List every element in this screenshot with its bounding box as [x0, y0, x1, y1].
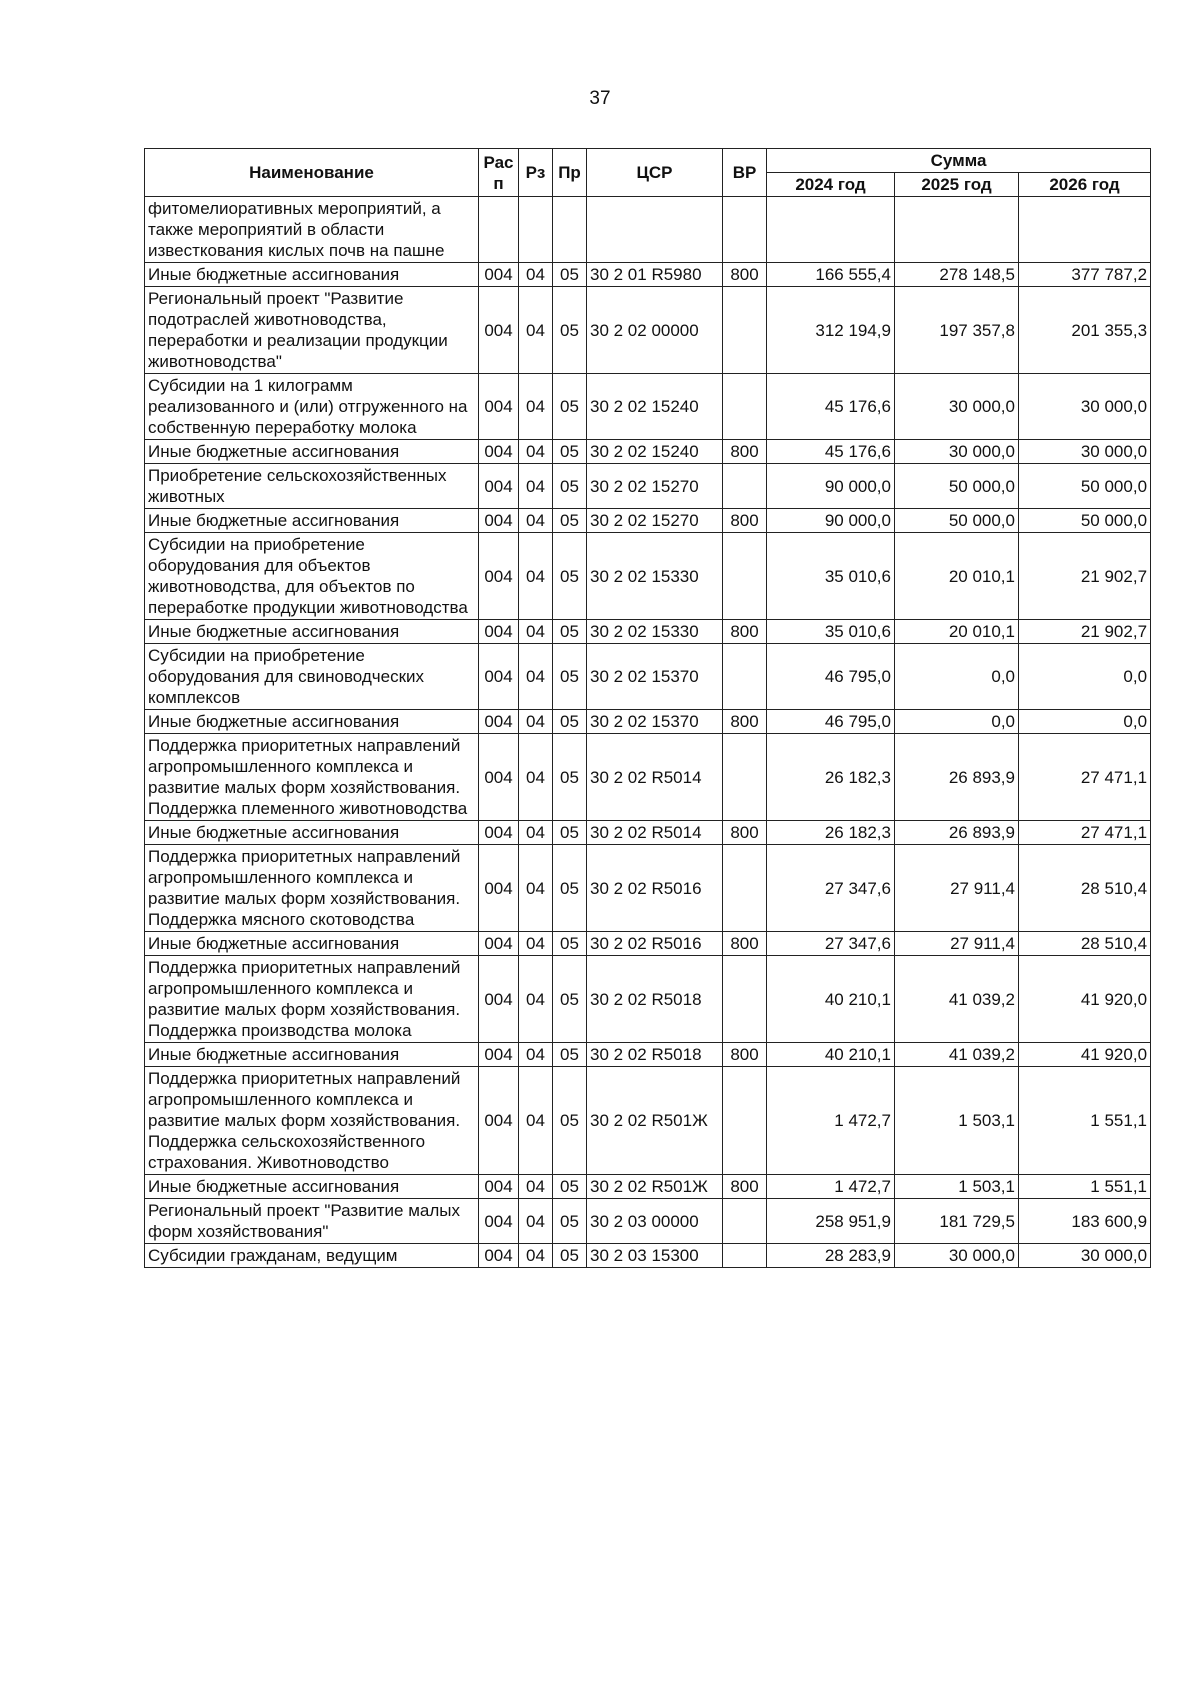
table-row [145, 533, 1151, 620]
cell-vr [723, 1244, 767, 1268]
cell-pr: 05 [553, 374, 587, 440]
cell-2026: 377 787,2 [1019, 263, 1151, 287]
cell-2024: 26 182,3 [767, 734, 895, 821]
cell-name: Субсидии на приобретение оборудования для объектов животноводства, для объектов по переработке продукции животноводства [145, 533, 479, 620]
cell-rz: 04 [519, 263, 553, 287]
cell-pr: 05 [553, 1043, 587, 1067]
cell-csr: 30 2 02 R5018 [587, 1043, 723, 1067]
cell-2025: 181 729,5 [895, 1199, 1019, 1244]
header-2025: 2025 год [895, 173, 1019, 197]
cell-2026: 183 600,9 [1019, 1199, 1151, 1244]
header-rz: Рз [519, 149, 553, 197]
cell-csr: 30 2 02 15370 [587, 710, 723, 734]
header-name: Наименование [145, 149, 479, 197]
table-row [145, 287, 1151, 374]
cell-csr: 30 2 02 R5014 [587, 821, 723, 845]
cell-name: Поддержка приоритетных направлений агропромышленного комплекса и развитие малых форм хозяйствования. Поддержка сельскохозяйственного страхования. Животноводство [145, 1067, 479, 1175]
table-row [145, 644, 1151, 710]
cell-csr: 30 2 01 R5980 [587, 263, 723, 287]
header-rasp-line2: п [493, 173, 504, 193]
table-row [145, 932, 1151, 956]
cell-rz: 04 [519, 440, 553, 464]
cell-2025: 41 039,2 [895, 1043, 1019, 1067]
cell-name: Субсидии гражданам, ведущим [145, 1244, 479, 1268]
cell-rz: 04 [519, 620, 553, 644]
cell-rz [519, 197, 553, 263]
table-row [145, 710, 1151, 734]
cell-csr: 30 2 02 R5016 [587, 845, 723, 932]
cell-2026: 28 510,4 [1019, 845, 1151, 932]
cell-2025: 41 039,2 [895, 956, 1019, 1043]
cell-2024: 27 347,6 [767, 932, 895, 956]
table-row [145, 1199, 1151, 1244]
cell-2026 [1019, 197, 1151, 263]
cell-2024: 27 347,6 [767, 845, 895, 932]
table-row [145, 509, 1151, 533]
cell-rasp: 004 [479, 287, 519, 374]
cell-rz: 04 [519, 1067, 553, 1175]
cell-name: Субсидии на приобретение оборудования для свиноводческих комплексов [145, 644, 479, 710]
cell-pr: 05 [553, 464, 587, 509]
cell-2025: 26 893,9 [895, 821, 1019, 845]
cell-pr: 05 [553, 1175, 587, 1199]
cell-2024: 1 472,7 [767, 1175, 895, 1199]
cell-pr: 05 [553, 287, 587, 374]
cell-rz: 04 [519, 644, 553, 710]
table-row [145, 1067, 1151, 1175]
cell-2024: 45 176,6 [767, 374, 895, 440]
cell-rasp: 004 [479, 440, 519, 464]
cell-2024: 26 182,3 [767, 821, 895, 845]
cell-rasp: 004 [479, 1175, 519, 1199]
cell-2025: 0,0 [895, 710, 1019, 734]
cell-rasp: 004 [479, 464, 519, 509]
cell-2025: 30 000,0 [895, 440, 1019, 464]
cell-rasp: 004 [479, 509, 519, 533]
cell-name: Поддержка приоритетных направлений агропромышленного комплекса и развитие малых форм хозяйствования. Поддержка производства молока [145, 956, 479, 1043]
table-row [145, 263, 1151, 287]
cell-name: фитомелиоративных мероприятий, а также мероприятий в области известкования кислых почв на пашне [145, 197, 479, 263]
table-row [145, 374, 1151, 440]
cell-2024: 90 000,0 [767, 464, 895, 509]
cell-rasp: 004 [479, 374, 519, 440]
cell-2024: 312 194,9 [767, 287, 895, 374]
cell-pr: 05 [553, 1199, 587, 1244]
cell-csr: 30 2 03 15300 [587, 1244, 723, 1268]
cell-csr: 30 2 02 15270 [587, 509, 723, 533]
table-row [145, 620, 1151, 644]
cell-pr: 05 [553, 533, 587, 620]
cell-rz: 04 [519, 533, 553, 620]
cell-2024: 40 210,1 [767, 956, 895, 1043]
cell-rz: 04 [519, 287, 553, 374]
cell-pr: 05 [553, 1067, 587, 1175]
cell-2025: 30 000,0 [895, 1244, 1019, 1268]
table-row [145, 197, 1151, 263]
cell-2025: 197 357,8 [895, 287, 1019, 374]
cell-rasp: 004 [479, 1244, 519, 1268]
cell-csr: 30 2 02 15240 [587, 440, 723, 464]
cell-csr: 30 2 02 15330 [587, 533, 723, 620]
cell-vr [723, 374, 767, 440]
cell-vr: 800 [723, 821, 767, 845]
cell-2024: 28 283,9 [767, 1244, 895, 1268]
table-row [145, 956, 1151, 1043]
cell-rz: 04 [519, 1199, 553, 1244]
cell-2026: 30 000,0 [1019, 440, 1151, 464]
cell-pr: 05 [553, 1244, 587, 1268]
cell-2025: 30 000,0 [895, 374, 1019, 440]
cell-rz: 04 [519, 710, 553, 734]
cell-vr [723, 464, 767, 509]
cell-name: Поддержка приоритетных направлений агропромышленного комплекса и развитие малых форм хозяйствования. Поддержка мясного скотоводства [145, 845, 479, 932]
cell-vr [723, 734, 767, 821]
cell-2026: 21 902,7 [1019, 620, 1151, 644]
cell-2026: 41 920,0 [1019, 956, 1151, 1043]
cell-rasp: 004 [479, 956, 519, 1043]
cell-vr [723, 845, 767, 932]
cell-vr: 800 [723, 440, 767, 464]
cell-rasp: 004 [479, 263, 519, 287]
cell-rasp: 004 [479, 533, 519, 620]
cell-name: Иные бюджетные ассигнования [145, 821, 479, 845]
cell-pr: 05 [553, 956, 587, 1043]
cell-2024: 46 795,0 [767, 710, 895, 734]
cell-pr: 05 [553, 620, 587, 644]
header-2026: 2026 год [1019, 173, 1151, 197]
cell-2024: 90 000,0 [767, 509, 895, 533]
cell-vr: 800 [723, 1175, 767, 1199]
cell-2024 [767, 197, 895, 263]
cell-csr: 30 2 02 15330 [587, 620, 723, 644]
cell-csr: 30 2 02 R5018 [587, 956, 723, 1043]
cell-rz: 04 [519, 464, 553, 509]
cell-2026: 27 471,1 [1019, 734, 1151, 821]
cell-vr [723, 287, 767, 374]
cell-rz: 04 [519, 1244, 553, 1268]
cell-2025: 50 000,0 [895, 464, 1019, 509]
cell-rasp: 004 [479, 710, 519, 734]
cell-vr: 800 [723, 263, 767, 287]
cell-vr: 800 [723, 620, 767, 644]
cell-rz: 04 [519, 956, 553, 1043]
cell-2026: 50 000,0 [1019, 464, 1151, 509]
header-rasp [479, 149, 519, 197]
cell-rz: 04 [519, 374, 553, 440]
table-header [145, 149, 1151, 197]
cell-2025: 278 148,5 [895, 263, 1019, 287]
cell-2026: 41 920,0 [1019, 1043, 1151, 1067]
header-pr: Пр [553, 149, 587, 197]
cell-pr: 05 [553, 710, 587, 734]
table-body [145, 197, 1151, 1268]
cell-pr: 05 [553, 821, 587, 845]
budget-table [144, 148, 1151, 1268]
cell-pr: 05 [553, 440, 587, 464]
cell-csr: 30 2 02 R501Ж [587, 1067, 723, 1175]
cell-2024: 45 176,6 [767, 440, 895, 464]
cell-csr [587, 197, 723, 263]
cell-name: Иные бюджетные ассигнования [145, 263, 479, 287]
cell-2025: 20 010,1 [895, 620, 1019, 644]
cell-name: Иные бюджетные ассигнования [145, 1175, 479, 1199]
cell-2025: 26 893,9 [895, 734, 1019, 821]
cell-name: Приобретение сельскохозяйственных животных [145, 464, 479, 509]
cell-rasp [479, 197, 519, 263]
cell-name: Иные бюджетные ассигнования [145, 509, 479, 533]
cell-rz: 04 [519, 821, 553, 845]
table-row [145, 845, 1151, 932]
cell-csr: 30 2 02 15370 [587, 644, 723, 710]
cell-vr [723, 197, 767, 263]
cell-rasp: 004 [479, 1043, 519, 1067]
cell-2026: 0,0 [1019, 710, 1151, 734]
cell-rasp: 004 [479, 1067, 519, 1175]
cell-2024: 46 795,0 [767, 644, 895, 710]
cell-csr: 30 2 02 00000 [587, 287, 723, 374]
cell-2026: 1 551,1 [1019, 1067, 1151, 1175]
cell-vr [723, 533, 767, 620]
cell-name: Иные бюджетные ассигнования [145, 932, 479, 956]
cell-2026: 50 000,0 [1019, 509, 1151, 533]
cell-2026: 1 551,1 [1019, 1175, 1151, 1199]
cell-2026: 28 510,4 [1019, 932, 1151, 956]
cell-name: Поддержка приоритетных направлений агропромышленного комплекса и развитие малых форм хозяйствования. Поддержка племенного животноводства [145, 734, 479, 821]
cell-name: Региональный проект "Развитие подотраслей животноводства, переработки и реализации продукции животноводства" [145, 287, 479, 374]
cell-pr: 05 [553, 845, 587, 932]
cell-csr: 30 2 03 00000 [587, 1199, 723, 1244]
cell-pr: 05 [553, 932, 587, 956]
cell-2025: 1 503,1 [895, 1067, 1019, 1175]
cell-csr: 30 2 02 15270 [587, 464, 723, 509]
cell-name: Субсидии на 1 килограмм реализованного и (или) отгруженного на собственную переработку молока [145, 374, 479, 440]
cell-name: Региональный проект "Развитие малых форм хозяйствования" [145, 1199, 479, 1244]
cell-rasp: 004 [479, 620, 519, 644]
cell-vr [723, 1199, 767, 1244]
cell-name: Иные бюджетные ассигнования [145, 620, 479, 644]
cell-2024: 35 010,6 [767, 620, 895, 644]
cell-rasp: 004 [479, 932, 519, 956]
cell-csr: 30 2 02 R5016 [587, 932, 723, 956]
header-2024: 2024 год [767, 173, 895, 197]
cell-2025 [895, 197, 1019, 263]
cell-2025: 27 911,4 [895, 932, 1019, 956]
table-row [145, 821, 1151, 845]
cell-pr: 05 [553, 509, 587, 533]
page-number: 37 [589, 88, 611, 109]
cell-2024: 35 010,6 [767, 533, 895, 620]
cell-rasp: 004 [479, 644, 519, 710]
cell-rz: 04 [519, 932, 553, 956]
cell-vr [723, 1067, 767, 1175]
header-csr: ЦСР [587, 149, 723, 197]
header-summa: Сумма [767, 149, 1151, 173]
cell-2025: 1 503,1 [895, 1175, 1019, 1199]
cell-csr: 30 2 02 R5014 [587, 734, 723, 821]
cell-csr: 30 2 02 R501Ж [587, 1175, 723, 1199]
cell-2026: 201 355,3 [1019, 287, 1151, 374]
cell-rz: 04 [519, 1043, 553, 1067]
cell-2024: 166 555,4 [767, 263, 895, 287]
header-vr: ВР [723, 149, 767, 197]
cell-2025: 50 000,0 [895, 509, 1019, 533]
cell-vr [723, 956, 767, 1043]
cell-rz: 04 [519, 734, 553, 821]
cell-2025: 27 911,4 [895, 845, 1019, 932]
cell-name: Иные бюджетные ассигнования [145, 440, 479, 464]
cell-2024: 40 210,1 [767, 1043, 895, 1067]
table-row [145, 1244, 1151, 1268]
cell-rz: 04 [519, 1175, 553, 1199]
cell-rasp: 004 [479, 821, 519, 845]
cell-2026: 21 902,7 [1019, 533, 1151, 620]
cell-2025: 0,0 [895, 644, 1019, 710]
cell-2026: 27 471,1 [1019, 821, 1151, 845]
cell-vr: 800 [723, 1043, 767, 1067]
table-row [145, 1175, 1151, 1199]
cell-2026: 0,0 [1019, 644, 1151, 710]
table-row [145, 440, 1151, 464]
cell-vr: 800 [723, 932, 767, 956]
cell-vr [723, 644, 767, 710]
cell-pr [553, 197, 587, 263]
cell-csr: 30 2 02 15240 [587, 374, 723, 440]
cell-2024: 1 472,7 [767, 1067, 895, 1175]
cell-rz: 04 [519, 845, 553, 932]
cell-vr: 800 [723, 710, 767, 734]
cell-vr: 800 [723, 509, 767, 533]
cell-2024: 258 951,9 [767, 1199, 895, 1244]
cell-rasp: 004 [479, 845, 519, 932]
table-row [145, 464, 1151, 509]
cell-pr: 05 [553, 263, 587, 287]
cell-2025: 20 010,1 [895, 533, 1019, 620]
cell-2026: 30 000,0 [1019, 374, 1151, 440]
cell-rasp: 004 [479, 1199, 519, 1244]
cell-name: Иные бюджетные ассигнования [145, 710, 479, 734]
table-row [145, 1043, 1151, 1067]
cell-name: Иные бюджетные ассигнования [145, 1043, 479, 1067]
header-rasp-line1: Рас [483, 152, 514, 172]
cell-pr: 05 [553, 734, 587, 821]
table-row [145, 734, 1151, 821]
cell-rz: 04 [519, 509, 553, 533]
cell-pr: 05 [553, 644, 587, 710]
cell-2026: 30 000,0 [1019, 1244, 1151, 1268]
cell-rasp: 004 [479, 734, 519, 821]
